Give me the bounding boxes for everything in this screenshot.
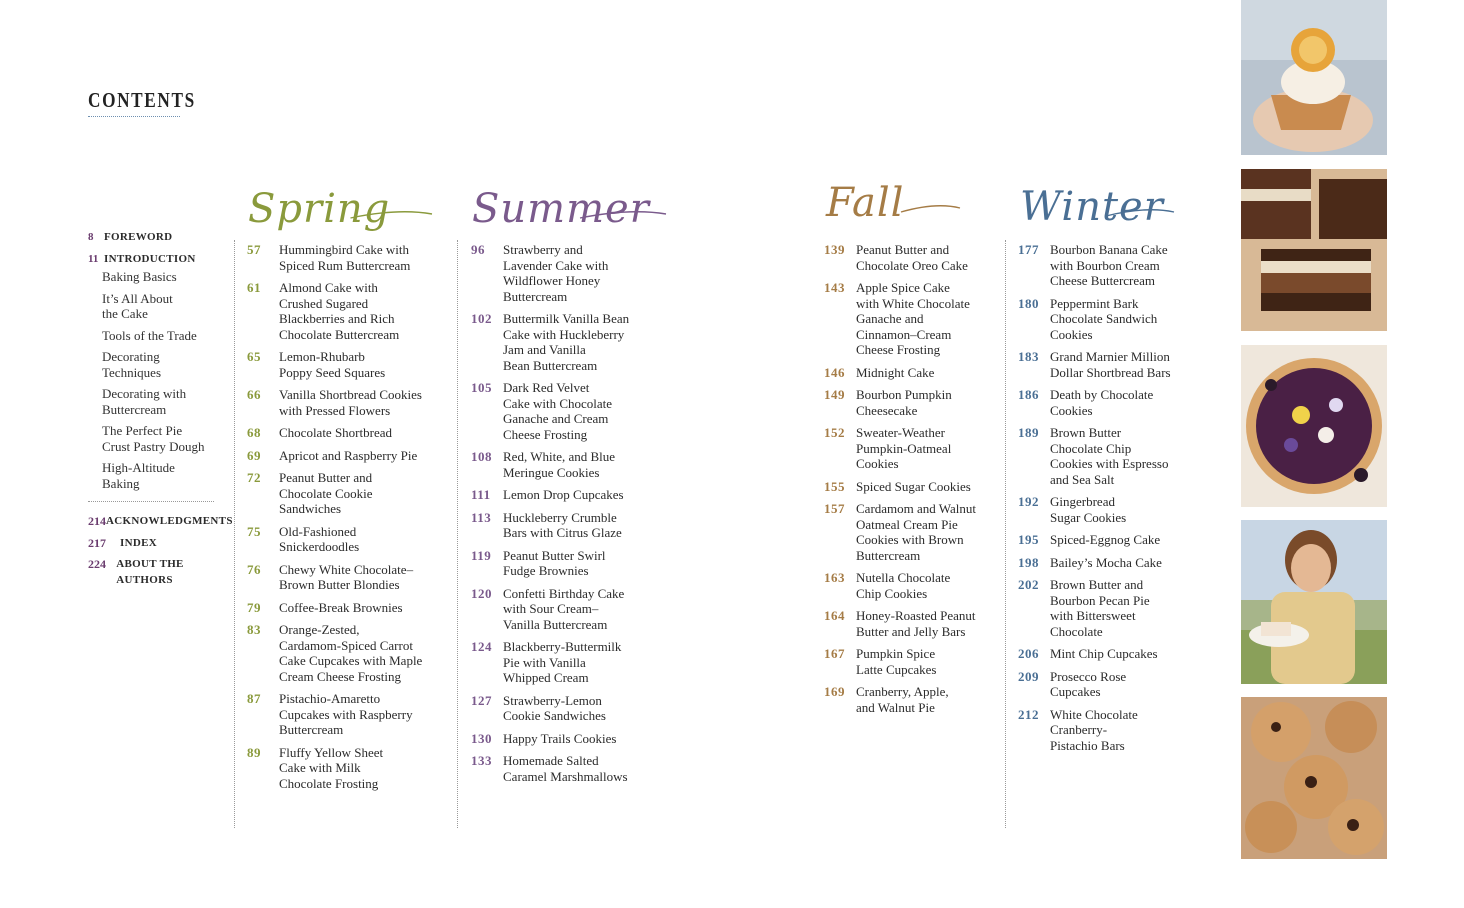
introduction-subitem[interactable]: Baking Basics bbox=[102, 269, 177, 284]
season-list-fall bbox=[824, 242, 1004, 722]
season-list-spring bbox=[247, 242, 437, 798]
recipe-title: Chewy White Chocolate– Brown Butter Blondies bbox=[279, 561, 414, 592]
recipe-entry[interactable] bbox=[824, 479, 1004, 495]
recipe-entry[interactable] bbox=[824, 242, 1004, 273]
recipe-entry[interactable] bbox=[1018, 669, 1198, 700]
recipe-entry[interactable] bbox=[824, 570, 1004, 601]
introduction-label: INTRODUCTION bbox=[104, 252, 196, 265]
brownie-bars-photo bbox=[1241, 169, 1387, 331]
recipe-title: Cranberry, Apple, and Walnut Pie bbox=[856, 684, 949, 715]
recipe-title: Chocolate Shortbread bbox=[279, 425, 392, 440]
foreword-page: 8 bbox=[88, 231, 94, 243]
recipe-title: Grand Marnier Million Dollar Shortbread Bars bbox=[1050, 349, 1171, 380]
recipe-entry[interactable] bbox=[1018, 532, 1198, 548]
recipe-page-number: 192 bbox=[1018, 494, 1039, 509]
recipe-entry[interactable] bbox=[247, 691, 437, 738]
recipe-title: Sweater-Weather Pumpkin-Oatmeal Cookies bbox=[856, 425, 952, 471]
season-title-text: Fall bbox=[826, 180, 905, 226]
introduction-subitem[interactable]: High-Altitude Baking bbox=[102, 460, 175, 491]
recipe-page-number: 127 bbox=[471, 692, 492, 708]
recipe-page-number: 195 bbox=[1018, 532, 1039, 547]
recipe-title: Red, White, and Blue Meringue Cookies bbox=[503, 449, 616, 480]
introduction-entry[interactable] bbox=[88, 252, 228, 268]
introduction-subitems bbox=[88, 269, 228, 491]
season-title-spring bbox=[246, 178, 436, 238]
season-divider bbox=[234, 240, 235, 828]
back-matter-label: ABOUT THE AUTHORS bbox=[116, 558, 184, 586]
recipe-entry[interactable] bbox=[247, 745, 437, 792]
child-eating-cake-photo-image bbox=[1241, 520, 1387, 684]
recipe-page-number: 61 bbox=[247, 280, 261, 295]
page-title: CONTENTS bbox=[88, 88, 196, 112]
recipe-page-number: 119 bbox=[471, 547, 492, 563]
recipe-title: Mint Chip Cupcakes bbox=[1050, 646, 1158, 661]
recipe-title: Death by Chocolate Cookies bbox=[1050, 387, 1154, 418]
recipe-entry[interactable] bbox=[824, 646, 1004, 677]
recipe-page-number: 212 bbox=[1018, 706, 1039, 722]
recipe-entry[interactable] bbox=[1018, 349, 1198, 380]
recipe-title: Apricot and Raspberry Pie bbox=[279, 447, 418, 463]
blackberry-pie-photo-image bbox=[1241, 345, 1387, 507]
back-matter-label: INDEX bbox=[120, 536, 157, 549]
recipe-entry[interactable] bbox=[824, 501, 1004, 563]
recipe-entry[interactable] bbox=[1018, 296, 1198, 343]
recipe-page-number: 164 bbox=[824, 608, 845, 623]
recipe-title: Brown Butter Chocolate Chip Cookies with Espresso and Sea Salt bbox=[1050, 425, 1169, 487]
recipe-page-number: 149 bbox=[824, 387, 845, 402]
recipe-title: Coffee-Break Brownies bbox=[279, 599, 403, 615]
recipe-title: Spiced-Eggnog Cake bbox=[1050, 532, 1161, 547]
recipe-entry[interactable] bbox=[1018, 646, 1198, 662]
recipe-title: Fluffy Yellow Sheet Cake with Milk Chocolate Frosting bbox=[279, 744, 384, 791]
introduction-subitem[interactable]: The Perfect Pie Crust Pastry Dough bbox=[102, 423, 205, 454]
recipe-page-number: 169 bbox=[824, 684, 845, 699]
recipe-title: Blackberry-Buttermilk Pie with Vanilla Whipped Cream bbox=[503, 639, 622, 685]
recipe-title: Midnight Cake bbox=[856, 364, 935, 380]
recipe-title: Hummingbird Cake with Spiced Rum Buttercream bbox=[279, 242, 411, 273]
recipe-page-number: 183 bbox=[1018, 349, 1039, 364]
recipe-title: Spiced Sugar Cookies bbox=[856, 478, 971, 494]
recipe-page-number: 66 bbox=[247, 387, 261, 402]
recipe-entry[interactable] bbox=[1018, 425, 1198, 487]
brownie-bars-photo-image bbox=[1241, 169, 1387, 331]
season-title-flourish bbox=[901, 206, 960, 212]
recipe-page-number: 57 bbox=[247, 242, 261, 257]
recipe-title: Buttermilk Vanilla Bean Cake with Huckleberry Jam and Vanilla Bean Buttercream bbox=[503, 311, 630, 373]
recipe-title: Peanut Butter Swirl Fudge Brownies bbox=[503, 547, 606, 578]
back-matter-page: 224 bbox=[88, 557, 106, 571]
recipe-entry[interactable] bbox=[824, 387, 1004, 418]
season-divider bbox=[1005, 240, 1006, 828]
recipe-entry[interactable] bbox=[471, 548, 651, 579]
cookies-on-rack-photo-image bbox=[1241, 697, 1387, 859]
recipe-title: Strawberry and Lavender Cake with Wildflower Honey Buttercream bbox=[503, 242, 609, 304]
recipe-page-number: 72 bbox=[247, 470, 261, 485]
recipe-title: Peanut Butter and Chocolate Oreo Cake bbox=[856, 242, 968, 273]
recipe-title: Confetti Birthday Cake with Sour Cream– Vanilla Buttercream bbox=[503, 585, 625, 632]
back-matter bbox=[88, 514, 233, 588]
back-matter-label: ACKNOWLEDGMENTS bbox=[106, 515, 233, 527]
recipe-entry[interactable] bbox=[471, 449, 651, 480]
introduction-subitem[interactable]: Tools of the Trade bbox=[102, 327, 197, 343]
recipe-entry[interactable] bbox=[824, 425, 1004, 472]
recipe-title: Huckleberry Crumble Bars with Citrus Glaze bbox=[503, 509, 622, 540]
recipe-title: Old-Fashioned Snickerdoodles bbox=[279, 523, 360, 554]
recipe-page-number: 124 bbox=[471, 639, 492, 654]
recipe-entry[interactable] bbox=[471, 586, 651, 633]
recipe-entry[interactable] bbox=[1018, 494, 1198, 525]
recipe-page-number: 163 bbox=[824, 570, 845, 585]
recipe-title: Bourbon Banana Cake with Bourbon Cream Cheese Buttercream bbox=[1050, 242, 1168, 288]
recipe-entry[interactable] bbox=[471, 753, 651, 784]
recipe-title: Pistachio-Amaretto Cupcakes with Raspberry Buttercream bbox=[279, 691, 413, 737]
recipe-page-number: 89 bbox=[247, 744, 261, 760]
season-title-text: Summer bbox=[472, 186, 650, 232]
recipe-page-number: 206 bbox=[1018, 646, 1039, 661]
recipe-title: Lemon-Rhubarb Poppy Seed Squares bbox=[279, 349, 386, 380]
season-list-summer bbox=[471, 242, 651, 791]
recipe-entry[interactable] bbox=[247, 448, 437, 464]
cookies-on-rack-photo bbox=[1241, 697, 1387, 859]
recipe-entry[interactable] bbox=[247, 600, 437, 616]
recipe-entry[interactable] bbox=[247, 349, 437, 380]
recipe-entry[interactable] bbox=[471, 242, 651, 304]
recipe-page-number: 76 bbox=[247, 561, 261, 577]
foreword-entry[interactable] bbox=[88, 230, 228, 246]
recipe-title: Gingerbread Sugar Cookies bbox=[1050, 494, 1127, 525]
recipe-page-number: 143 bbox=[824, 280, 845, 295]
season-list-winter bbox=[1018, 242, 1198, 760]
child-eating-cake-photo bbox=[1241, 520, 1387, 684]
back-matter-entry[interactable] bbox=[88, 514, 233, 530]
recipe-page-number: 83 bbox=[247, 622, 261, 637]
recipe-page-number: 75 bbox=[247, 523, 261, 539]
recipe-title: Lemon Drop Cupcakes bbox=[503, 487, 624, 502]
back-matter-entry[interactable] bbox=[88, 557, 228, 588]
recipe-entry[interactable] bbox=[824, 608, 1004, 639]
front-matter bbox=[88, 230, 233, 594]
recipe-entry[interactable] bbox=[247, 562, 437, 593]
recipe-page-number: 69 bbox=[247, 447, 261, 463]
recipe-page-number: 105 bbox=[471, 380, 492, 395]
introduction-subitem[interactable]: It’s All About the Cake bbox=[102, 290, 173, 321]
recipe-entry[interactable] bbox=[247, 387, 437, 418]
recipe-entry[interactable] bbox=[247, 470, 437, 517]
recipe-page-number: 139 bbox=[824, 242, 845, 257]
recipe-title: Nutella Chocolate Chip Cookies bbox=[856, 570, 951, 601]
recipe-title: Peanut Butter and Chocolate Cookie Sandwiches bbox=[279, 470, 373, 516]
cupcake-photo-image bbox=[1241, 0, 1387, 155]
recipe-entry[interactable] bbox=[471, 380, 651, 442]
recipe-title: Peppermint Bark Chocolate Sandwich Cookies bbox=[1050, 295, 1158, 342]
recipe-page-number: 167 bbox=[824, 646, 845, 661]
recipe-entry[interactable] bbox=[824, 365, 1004, 381]
recipe-entry[interactable] bbox=[247, 425, 437, 441]
recipe-entry[interactable] bbox=[247, 280, 437, 342]
recipe-title: White Chocolate Cranberry- Pistachio Bars bbox=[1050, 706, 1138, 753]
recipe-title: Apple Spice Cake with White Chocolate Ganache and Cinnamon–Cream Cheese Frosting bbox=[856, 280, 970, 357]
cupcake-photo bbox=[1241, 0, 1387, 155]
season-title-fall bbox=[824, 172, 964, 232]
recipe-page-number: 180 bbox=[1018, 295, 1039, 311]
recipe-title: Cardamom and Walnut Oatmeal Cream Pie Cookies with Brown Buttercream bbox=[856, 501, 977, 563]
recipe-entry[interactable] bbox=[1018, 387, 1198, 418]
recipe-entry[interactable] bbox=[247, 524, 437, 555]
recipe-title: Bailey’s Mocha Cake bbox=[1050, 554, 1162, 570]
season-title-summer bbox=[470, 178, 670, 238]
back-matter-entry[interactable] bbox=[88, 536, 228, 552]
recipe-page-number: 130 bbox=[471, 730, 492, 746]
season-title-text: Winter bbox=[1020, 184, 1164, 230]
season-title-text: Spring bbox=[248, 186, 391, 232]
blackberry-pie-photo bbox=[1241, 345, 1387, 507]
recipe-page-number: 68 bbox=[247, 425, 261, 440]
front-matter-divider bbox=[88, 501, 214, 502]
recipe-page-number: 79 bbox=[247, 599, 261, 615]
recipe-entry[interactable] bbox=[247, 622, 437, 684]
recipe-page-number: 146 bbox=[824, 364, 845, 380]
recipe-page-number: 177 bbox=[1018, 242, 1039, 257]
recipe-page-number: 111 bbox=[471, 487, 491, 502]
recipe-page-number: 102 bbox=[471, 311, 492, 326]
recipe-page-number: 189 bbox=[1018, 425, 1039, 440]
recipe-page-number: 209 bbox=[1018, 668, 1039, 684]
recipe-title: Vanilla Shortbread Cookies with Pressed Flowers bbox=[279, 387, 422, 418]
recipe-page-number: 108 bbox=[471, 449, 492, 464]
recipe-title: Orange-Zested, Cardamom-Spiced Carrot Cake Cupcakes with Maple Cream Cheese Frosting bbox=[279, 622, 423, 684]
introduction-subitem[interactable]: Decorating with Buttercream bbox=[102, 386, 187, 417]
recipe-page-number: 133 bbox=[471, 753, 492, 768]
introduction-page: 11 bbox=[88, 252, 99, 265]
recipe-page-number: 113 bbox=[471, 509, 492, 525]
recipe-entry[interactable] bbox=[1018, 242, 1198, 289]
back-matter-page: 214 bbox=[88, 514, 106, 528]
recipe-title: Honey-Roasted Peanut Butter and Jelly Bars bbox=[856, 608, 976, 639]
recipe-page-number: 152 bbox=[824, 425, 845, 440]
back-matter-page: 217 bbox=[88, 535, 106, 550]
season-divider bbox=[457, 240, 458, 828]
recipe-title: Happy Trails Cookies bbox=[503, 730, 617, 746]
recipe-page-number: 96 bbox=[471, 242, 485, 257]
recipe-page-number: 157 bbox=[824, 501, 845, 516]
recipe-title: Brown Butter and Bourbon Pecan Pie with Bittersweet Chocolate bbox=[1050, 577, 1150, 639]
recipe-entry[interactable] bbox=[1018, 577, 1198, 639]
recipe-title: Homemade Salted Caramel Marshmallows bbox=[503, 753, 628, 784]
recipe-entry[interactable] bbox=[471, 311, 651, 373]
recipe-page-number: 198 bbox=[1018, 554, 1039, 570]
recipe-title: Almond Cake with Crushed Sugared Blackberries and Rich Chocolate Buttercream bbox=[279, 280, 400, 342]
recipe-page-number: 65 bbox=[247, 349, 261, 364]
foreword-label: FOREWORD bbox=[104, 231, 173, 243]
recipe-title: Dark Red Velvet Cake with Chocolate Ganache and Cream Cheese Frosting bbox=[503, 380, 613, 442]
recipe-entry[interactable] bbox=[471, 487, 651, 503]
recipe-title: Bourbon Pumpkin Cheesecake bbox=[856, 387, 952, 418]
season-title-winter bbox=[1018, 176, 1178, 236]
title-underline bbox=[88, 116, 180, 117]
recipe-entry[interactable] bbox=[1018, 707, 1198, 754]
recipe-entry[interactable] bbox=[824, 684, 1004, 715]
recipe-page-number: 87 bbox=[247, 691, 261, 706]
recipe-entry[interactable] bbox=[471, 510, 651, 541]
recipe-title: Strawberry-Lemon Cookie Sandwiches bbox=[503, 692, 606, 723]
introduction-subitem[interactable]: Decorating Techniques bbox=[102, 349, 162, 380]
recipe-page-number: 186 bbox=[1018, 387, 1039, 402]
recipe-title: Prosecco Rose Cupcakes bbox=[1050, 668, 1127, 699]
recipe-entry[interactable] bbox=[471, 639, 651, 686]
recipe-page-number: 120 bbox=[471, 585, 492, 601]
recipe-page-number: 202 bbox=[1018, 577, 1039, 592]
recipe-entry[interactable] bbox=[1018, 555, 1198, 571]
recipe-entry[interactable] bbox=[471, 693, 651, 724]
recipe-entry[interactable] bbox=[471, 731, 651, 747]
recipe-entry[interactable] bbox=[247, 242, 437, 273]
recipe-title: Pumpkin Spice Latte Cupcakes bbox=[856, 646, 937, 677]
recipe-page-number: 155 bbox=[824, 478, 845, 494]
recipe-entry[interactable] bbox=[824, 280, 1004, 358]
